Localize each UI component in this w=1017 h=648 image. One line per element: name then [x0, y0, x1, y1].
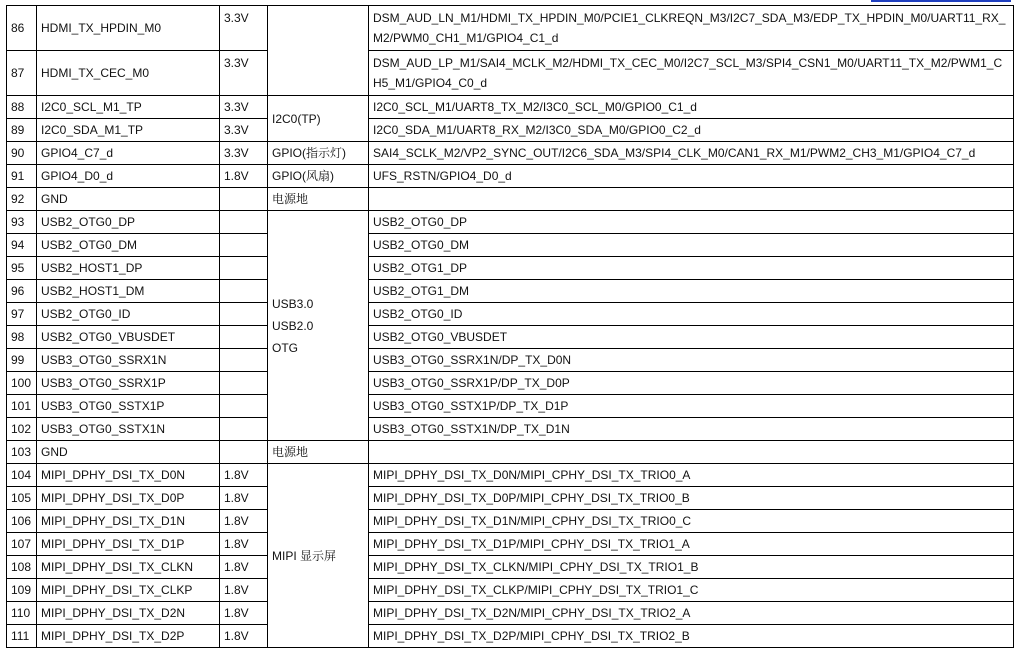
group-gpio-fan: GPIO(风扇)	[268, 165, 369, 188]
table-row	[7, 211, 1014, 234]
group-usb-line-3: OTG	[272, 340, 298, 355]
pin-function: UFS_RSTN/GPIO4_D0_d	[369, 165, 1014, 188]
pin-function: MIPI_DPHY_DSI_TX_CLKP/MIPI_CPHY_DSI_TX_TRIO1_C	[369, 579, 1014, 602]
pin-number: 106	[7, 510, 37, 533]
pin-number: 111	[7, 625, 37, 648]
pin-function: USB2_OTG1_DM	[369, 280, 1014, 303]
group-mipi: MIPI 显示屏	[268, 464, 369, 648]
pin-number: 87	[7, 51, 37, 96]
pin-voltage: 3.3V	[220, 6, 268, 51]
pin-name: HDMI_TX_HPDIN_M0	[37, 6, 220, 51]
pin-number: 102	[7, 418, 37, 441]
table-row	[7, 349, 1014, 372]
table-row	[7, 303, 1014, 326]
table-row	[7, 418, 1014, 441]
pin-voltage	[220, 418, 268, 441]
pin-number: 110	[7, 602, 37, 625]
pin-name: I2C0_SCL_M1_TP	[37, 96, 220, 119]
pin-function: MIPI_DPHY_DSI_TX_D0N/MIPI_CPHY_DSI_TX_TRIO0_A	[369, 464, 1014, 487]
table-row	[7, 395, 1014, 418]
pin-voltage	[220, 188, 268, 211]
table-row	[7, 96, 1014, 119]
pin-function: MIPI_DPHY_DSI_TX_D2N/MIPI_CPHY_DSI_TX_TRIO2_A	[369, 602, 1014, 625]
table-row	[7, 487, 1014, 510]
pin-voltage: 1.8V	[220, 487, 268, 510]
table-row	[7, 372, 1014, 395]
pin-voltage: 1.8V	[220, 625, 268, 648]
pin-function	[369, 188, 1014, 211]
pin-function: USB3_OTG0_SSTX1P/DP_TX_D1P	[369, 395, 1014, 418]
pin-function: DSM_AUD_LN_M1/HDMI_TX_HPDIN_M0/PCIE1_CLKREQN_M3/I2C7_SDA_M3/EDP_TX_HPDIN_M0/UART11_RX_M2/PWM0_CH1_M1/GPIO4_C1_d	[369, 6, 1014, 51]
pin-name: MIPI_DPHY_DSI_TX_CLKP	[37, 579, 220, 602]
pin-name: MIPI_DPHY_DSI_TX_D0P	[37, 487, 220, 510]
group-usb-line-2: USB2.0	[272, 318, 314, 333]
table-row	[7, 579, 1014, 602]
pin-number: 103	[7, 441, 37, 464]
pin-function: MIPI_DPHY_DSI_TX_CLKN/MIPI_CPHY_DSI_TX_TRIO1_B	[369, 556, 1014, 579]
pin-number: 89	[7, 119, 37, 142]
pin-function: I2C0_SDA_M1/UART8_RX_M2/I3C0_SDA_M0/GPIO0_C2_d	[369, 119, 1014, 142]
pin-name: GPIO4_D0_d	[37, 165, 220, 188]
pin-voltage: 3.3V	[220, 119, 268, 142]
pin-voltage	[220, 395, 268, 418]
pin-function: MIPI_DPHY_DSI_TX_D1N/MIPI_CPHY_DSI_TX_TRIO0_C	[369, 510, 1014, 533]
pin-number: 109	[7, 579, 37, 602]
pin-function: MIPI_DPHY_DSI_TX_D0P/MIPI_CPHY_DSI_TX_TRIO0_B	[369, 487, 1014, 510]
pin-function: MIPI_DPHY_DSI_TX_D1P/MIPI_CPHY_DSI_TX_TRIO1_A	[369, 533, 1014, 556]
group-ground: 电源地	[268, 441, 369, 464]
pin-voltage: 1.8V	[220, 165, 268, 188]
table-row	[7, 625, 1014, 648]
pin-name: GND	[37, 188, 220, 211]
pin-number: 93	[7, 211, 37, 234]
pin-name: MIPI_DPHY_DSI_TX_CLKN	[37, 556, 220, 579]
pin-function	[369, 441, 1014, 464]
pin-number: 96	[7, 280, 37, 303]
table-row	[7, 464, 1014, 487]
pin-voltage	[220, 280, 268, 303]
pin-name: MIPI_DPHY_DSI_TX_D1N	[37, 510, 220, 533]
table-row	[7, 280, 1014, 303]
pin-function: USB3_OTG0_SSTX1N/DP_TX_D1N	[369, 418, 1014, 441]
pin-name: USB2_HOST1_DM	[37, 280, 220, 303]
pin-function: USB2_OTG0_ID	[369, 303, 1014, 326]
pin-name: USB3_OTG0_SSTX1P	[37, 395, 220, 418]
pin-function: MIPI_DPHY_DSI_TX_D2P/MIPI_CPHY_DSI_TX_TRIO2_B	[369, 625, 1014, 648]
pin-number: 92	[7, 188, 37, 211]
pin-function: USB2_OTG0_VBUSDET	[369, 326, 1014, 349]
pin-number: 97	[7, 303, 37, 326]
pin-number: 108	[7, 556, 37, 579]
pin-name: USB2_OTG0_ID	[37, 303, 220, 326]
pin-voltage	[220, 211, 268, 234]
pin-table-page	[6, 5, 1013, 648]
pin-function: USB2_OTG0_DP	[369, 211, 1014, 234]
pin-number: 98	[7, 326, 37, 349]
pin-voltage: 1.8V	[220, 510, 268, 533]
pin-voltage: 1.8V	[220, 602, 268, 625]
pin-name: USB3_OTG0_SSTX1N	[37, 418, 220, 441]
pin-voltage	[220, 303, 268, 326]
table-row	[7, 510, 1014, 533]
table-row	[7, 119, 1014, 142]
pin-name: USB2_OTG0_VBUSDET	[37, 326, 220, 349]
pin-name: MIPI_DPHY_DSI_TX_D0N	[37, 464, 220, 487]
pin-name: USB3_OTG0_SSRX1P	[37, 372, 220, 395]
pin-name: USB2_OTG0_DM	[37, 234, 220, 257]
table-row	[7, 6, 1014, 51]
pin-number: 100	[7, 372, 37, 395]
table-row	[7, 326, 1014, 349]
pin-voltage	[220, 349, 268, 372]
pin-function: DSM_AUD_LP_M1/SAI4_MCLK_M2/HDMI_TX_CEC_M0/I2C7_SCL_M3/SPI4_CSN1_M0/UART11_TX_M2/PWM1_CH5_M1/GPIO4_C0_d	[369, 51, 1014, 96]
pin-function: I2C0_SCL_M1/UART8_TX_M2/I3C0_SCL_M0/GPIO0_C1_d	[369, 96, 1014, 119]
pin-name: MIPI_DPHY_DSI_TX_D2P	[37, 625, 220, 648]
pin-name: USB3_OTG0_SSRX1N	[37, 349, 220, 372]
pin-number: 104	[7, 464, 37, 487]
table-row	[7, 188, 1014, 211]
pin-voltage: 3.3V	[220, 51, 268, 96]
pin-voltage: 1.8V	[220, 464, 268, 487]
pin-name: I2C0_SDA_M1_TP	[37, 119, 220, 142]
pin-number: 86	[7, 6, 37, 51]
pin-number: 107	[7, 533, 37, 556]
table-row	[7, 556, 1014, 579]
pin-name: USB2_OTG0_DP	[37, 211, 220, 234]
top-link-underline	[871, 0, 1011, 2]
pin-voltage	[220, 441, 268, 464]
pin-voltage	[220, 326, 268, 349]
table-row	[7, 165, 1014, 188]
pin-number: 94	[7, 234, 37, 257]
pin-number: 91	[7, 165, 37, 188]
pin-name: GPIO4_C7_d	[37, 142, 220, 165]
pin-number: 90	[7, 142, 37, 165]
pin-function: USB3_OTG0_SSRX1N/DP_TX_D0N	[369, 349, 1014, 372]
pin-name: GND	[37, 441, 220, 464]
pin-number: 88	[7, 96, 37, 119]
pin-function: USB3_OTG0_SSRX1P/DP_TX_D0P	[369, 372, 1014, 395]
table-row	[7, 51, 1014, 96]
table-row	[7, 142, 1014, 165]
pin-name: USB2_HOST1_DP	[37, 257, 220, 280]
table-row	[7, 257, 1014, 280]
pin-name: MIPI_DPHY_DSI_TX_D2N	[37, 602, 220, 625]
group-gpio-led: GPIO(指示灯)	[268, 142, 369, 165]
group-ground: 电源地	[268, 188, 369, 211]
pin-number: 101	[7, 395, 37, 418]
pin-definition-table	[6, 5, 1014, 648]
pin-voltage: 1.8V	[220, 556, 268, 579]
table-row	[7, 441, 1014, 464]
pin-voltage: 1.8V	[220, 579, 268, 602]
pin-name: MIPI_DPHY_DSI_TX_D1P	[37, 533, 220, 556]
group-usb	[268, 211, 369, 441]
pin-voltage	[220, 234, 268, 257]
pin-voltage: 1.8V	[220, 533, 268, 556]
pin-voltage	[220, 257, 268, 280]
group-usb-line-1: USB3.0	[272, 296, 314, 311]
pin-name: HDMI_TX_CEC_M0	[37, 51, 220, 96]
group-empty	[268, 6, 369, 96]
table-row	[7, 533, 1014, 556]
group-i2c-tp: I2C0(TP)	[268, 96, 369, 142]
table-row	[7, 602, 1014, 625]
pin-number: 95	[7, 257, 37, 280]
pin-function: SAI4_SCLK_M2/VP2_SYNC_OUT/I2C6_SDA_M3/SPI4_CLK_M0/CAN1_RX_M1/PWM2_CH3_M1/GPIO4_C7_d	[369, 142, 1014, 165]
pin-voltage	[220, 372, 268, 395]
pin-function: USB2_OTG1_DP	[369, 257, 1014, 280]
pin-voltage: 3.3V	[220, 142, 268, 165]
pin-number: 105	[7, 487, 37, 510]
pin-voltage: 3.3V	[220, 96, 268, 119]
pin-function: USB2_OTG0_DM	[369, 234, 1014, 257]
pin-number: 99	[7, 349, 37, 372]
table-row	[7, 234, 1014, 257]
